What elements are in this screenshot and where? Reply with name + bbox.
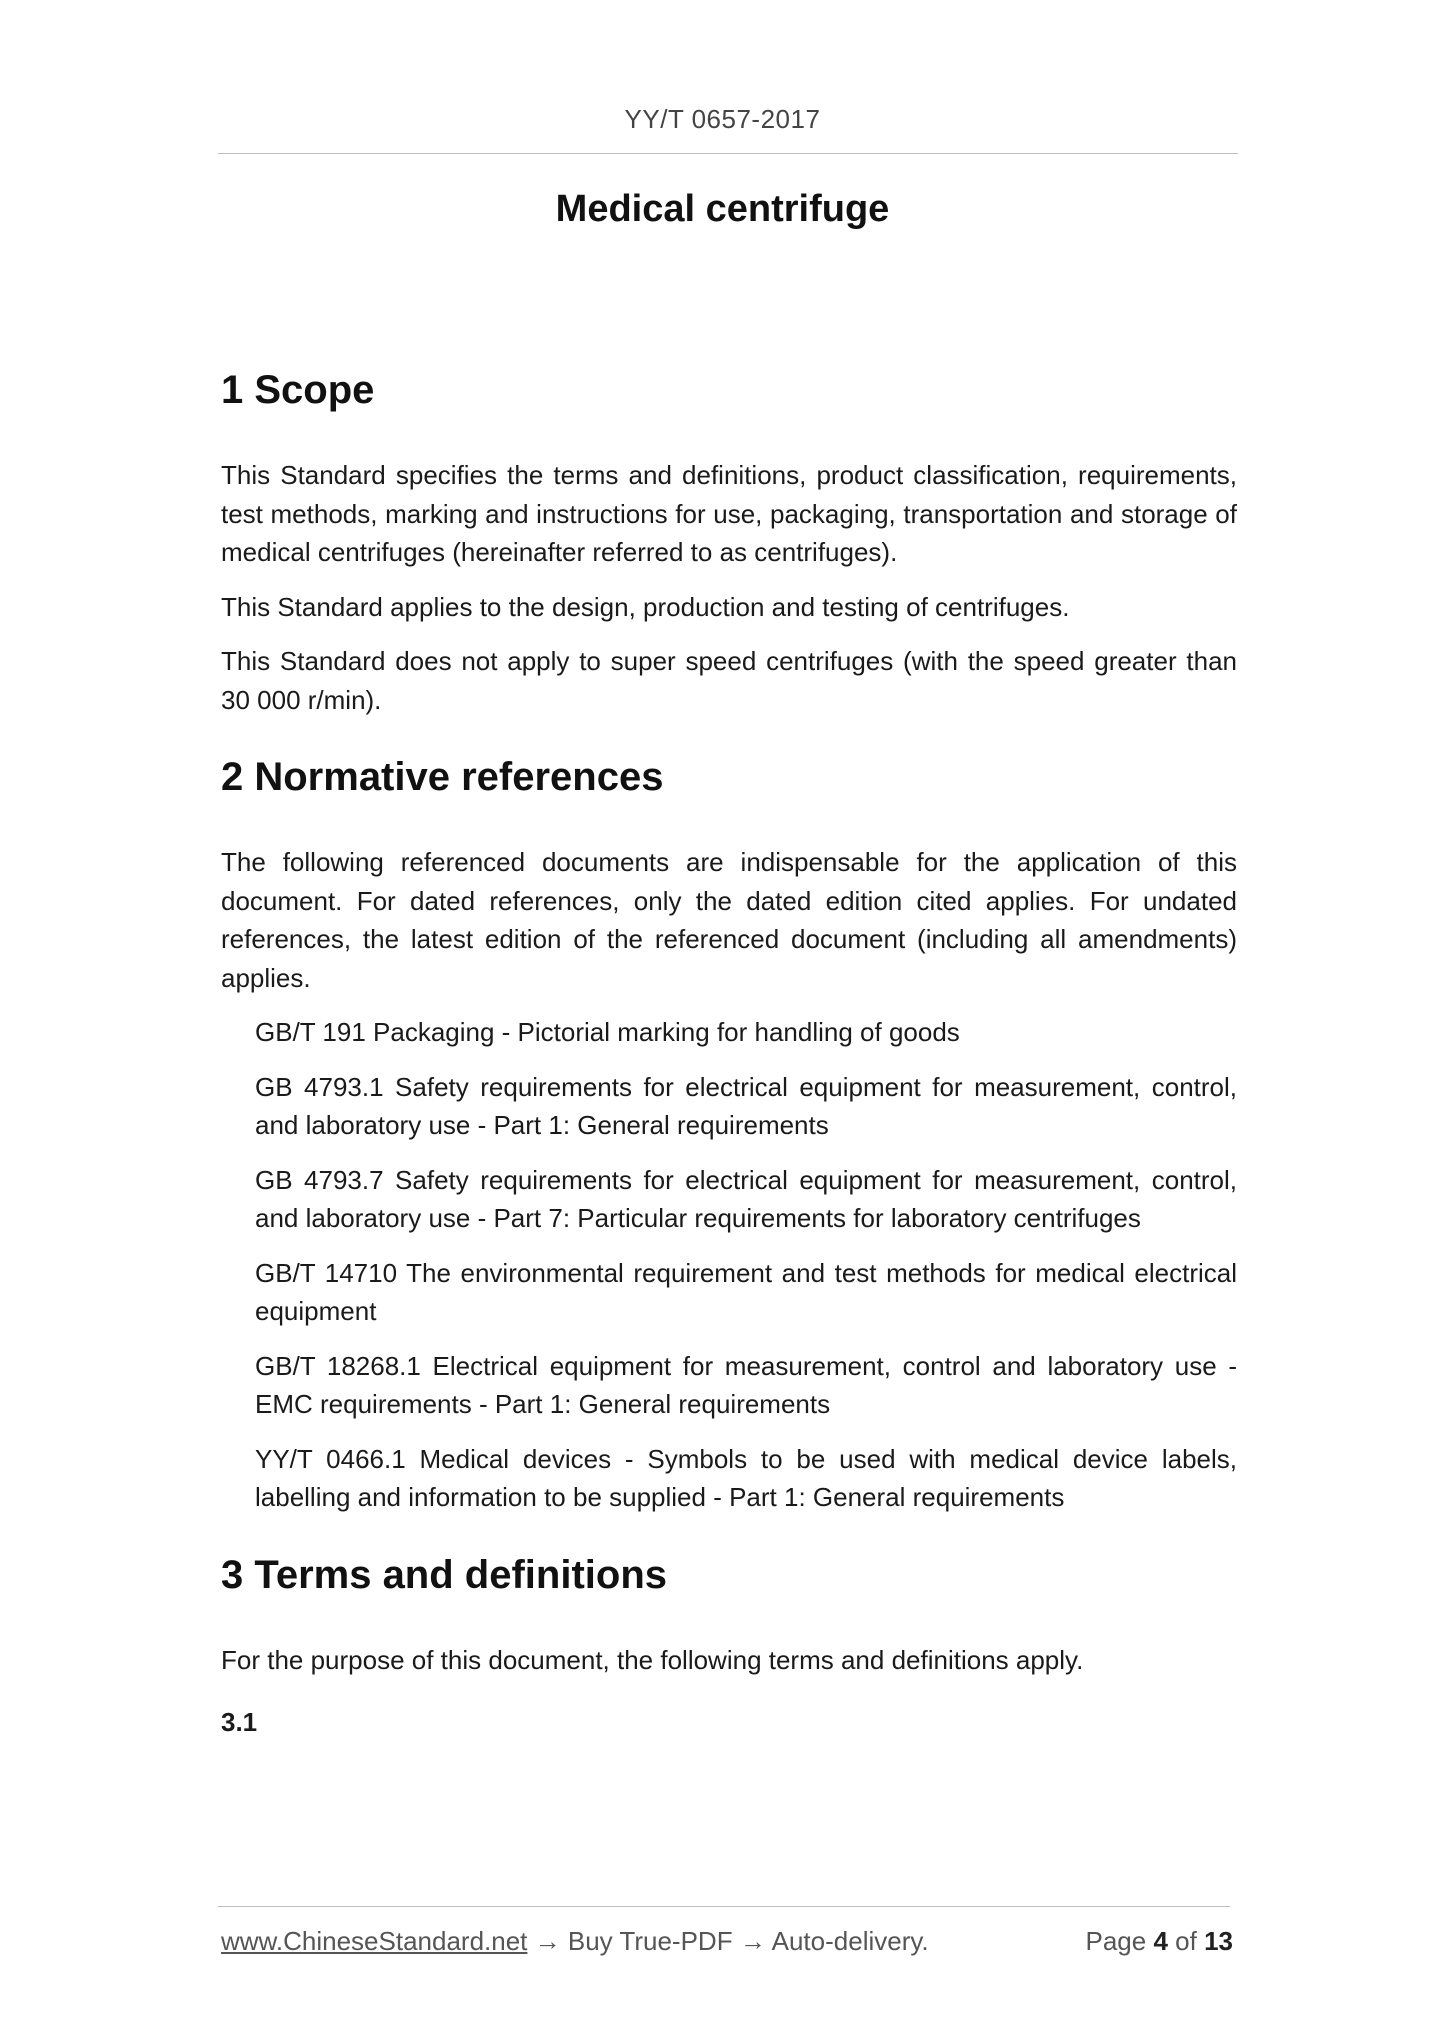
reference-item: GB/T 191 Packaging - Pictorial marking for handling of goods	[255, 1017, 960, 1047]
reference-item: GB/T 18268.1 Electrical equipment for measurement, control and laboratory use - EMC requirements - Part 1: General requirements	[255, 1350, 1237, 1419]
scope-paragraph-3: This Standard does not apply to super speed centrifuges (with the speed greater than 30 000 r/min).	[221, 646, 1237, 715]
reference-item: YY/T 0466.1 Medical devices - Symbols to be used with medical device labels, labelling and information to be supplied - Part 1: General requirements	[255, 1443, 1237, 1512]
normative-intro-paragraph: The following referenced documents are indispensable for the application of this document. For dated references, only the dated edition cited applies. For undated references, the latest edition of the referenced document (including all amendments) applies.	[221, 847, 1237, 993]
scope-paragraph-1: This Standard specifies the terms and definitions, product classification, requirements, test methods, marking and instructions for use, packaging, transportation and storage of medical centrifuges (hereinafter referred to as centrifuges).	[221, 460, 1237, 567]
auto-delivery-text: Auto-delivery.	[771, 1926, 929, 1956]
arrow-right-icon: →	[534, 1926, 561, 1956]
document-code-header: YY/T 0657-2017	[624, 104, 821, 134]
scope-paragraph-2: This Standard applies to the design, production and testing of centrifuges.	[221, 591, 1070, 622]
page-label: Page	[1085, 1926, 1147, 1956]
page-footer	[221, 1926, 1233, 1957]
clause-number: 3.1	[221, 1707, 258, 1737]
page-current: 4	[1153, 1926, 1168, 1956]
section-heading-scope: 1 Scope	[221, 368, 375, 412]
terms-intro-paragraph: For the purpose of this document, the following terms and definitions apply.	[221, 1644, 1084, 1675]
page-of-label: of	[1175, 1926, 1197, 1956]
page-total: 13	[1204, 1926, 1233, 1956]
reference-item: GB/T 14710 The environmental requirement and test methods for medical electrical equipment	[255, 1257, 1237, 1326]
page-number	[1085, 1926, 1233, 1957]
reference-item: GB 4793.1 Safety requirements for electrical equipment for measurement, control, and laboratory use - Part 1: General requirements	[255, 1071, 1237, 1140]
document-title: Medical centrifuge	[555, 188, 890, 230]
header-divider	[218, 153, 1238, 154]
arrow-right-icon: →	[739, 1926, 766, 1956]
section-heading-normative-references: 2 Normative references	[221, 755, 664, 799]
reference-item: GB 4793.7 Safety requirements for electrical equipment for measurement, control, and laboratory use - Part 7: Particular requirements for laboratory centrifuges	[255, 1164, 1237, 1233]
section-heading-terms-definitions: 3 Terms and definitions	[221, 1552, 667, 1597]
footer-left	[221, 1926, 929, 1957]
footer-divider	[218, 1906, 1230, 1907]
buy-pdf-text: Buy True-PDF	[567, 1926, 733, 1956]
document-body	[221, 360, 1237, 1741]
website-link[interactable]: www.ChineseStandard.net	[221, 1926, 528, 1956]
